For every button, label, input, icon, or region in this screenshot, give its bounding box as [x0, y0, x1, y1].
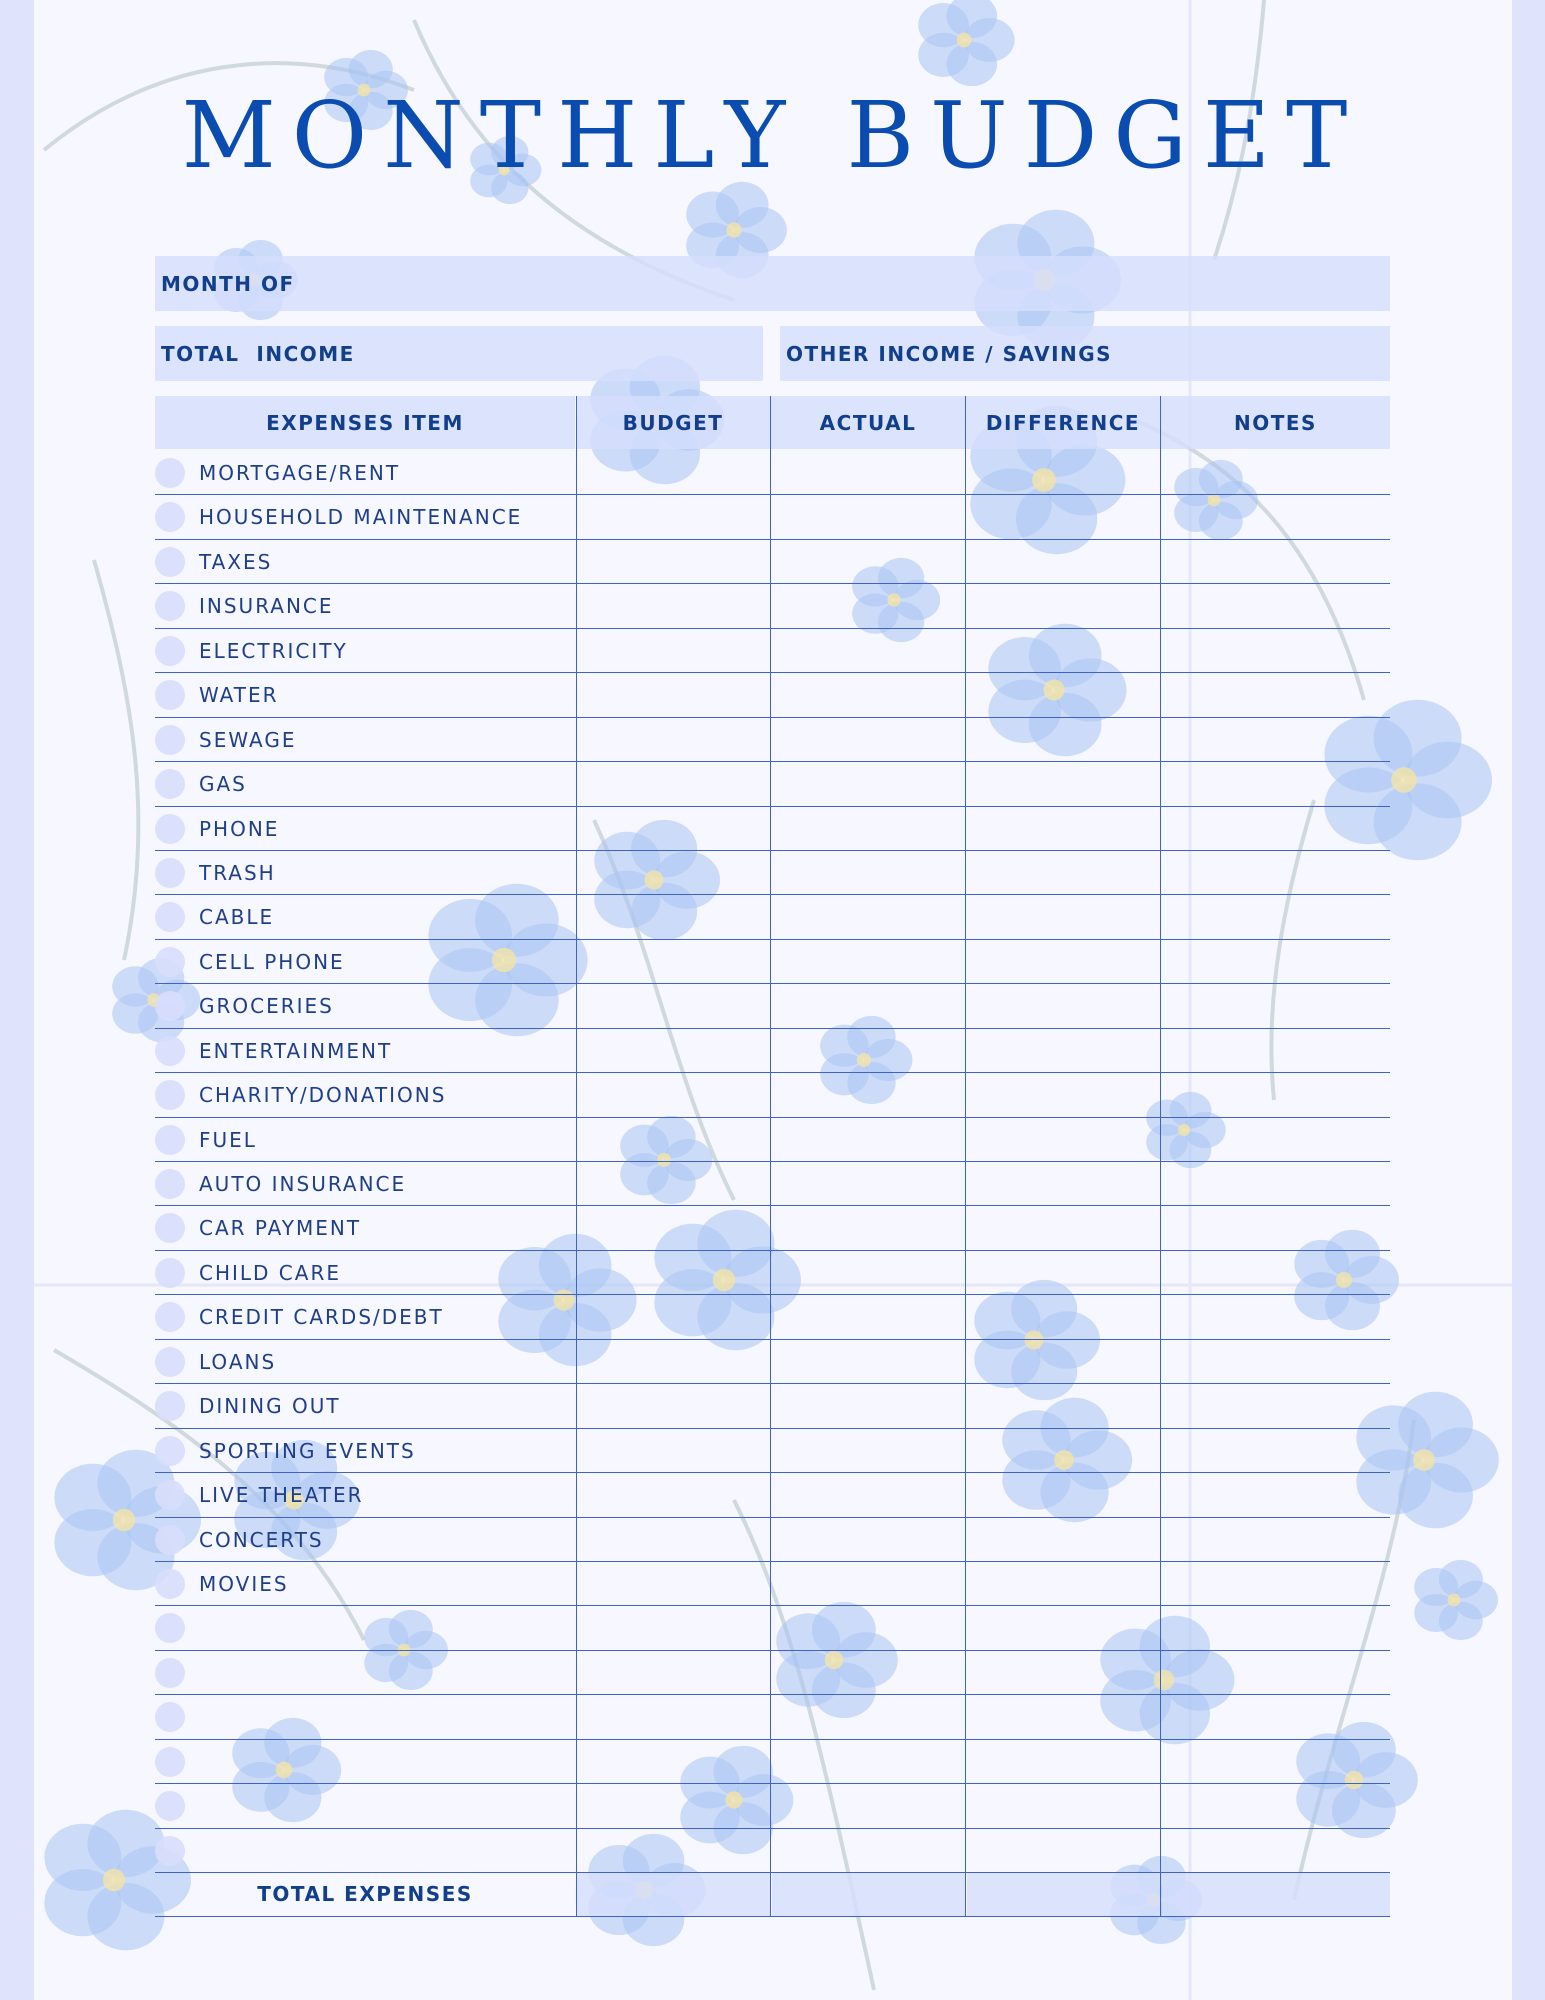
flower-decoration	[918, 0, 1014, 86]
expense-item-label: LOANS	[199, 1349, 277, 1374]
row-bullet	[155, 1080, 185, 1110]
month-of-label: MONTH OF	[161, 271, 295, 296]
expense-item-label: PHONE	[199, 816, 280, 841]
flower-decoration	[498, 1234, 636, 1366]
row-rule	[155, 761, 1390, 762]
flower-decoration	[1414, 1560, 1498, 1640]
flower-decoration	[54, 1450, 201, 1590]
row-rule	[155, 1650, 1390, 1651]
other-income-label: OTHER INCOME / SAVINGS	[786, 341, 1113, 366]
other-income-field[interactable]	[780, 326, 1390, 381]
expense-item-label: CHILD CARE	[199, 1260, 341, 1285]
row-rule	[155, 1694, 1390, 1695]
row-rule	[155, 1605, 1390, 1606]
column-divider	[965, 396, 966, 1917]
expense-item-label: CAR PAYMENT	[199, 1216, 362, 1241]
column-header-difference: DIFFERENCE	[966, 396, 1160, 449]
expense-item-label: HOUSEHOLD MAINTENANCE	[199, 505, 523, 530]
row-rule	[155, 1339, 1390, 1340]
row-rule	[155, 983, 1390, 984]
total-notes-cell[interactable]	[1162, 1873, 1390, 1916]
flower-decoration	[1100, 1616, 1234, 1744]
row-bullet	[155, 1658, 185, 1688]
row-bullet	[155, 1836, 185, 1866]
column-header-expenses-item: EXPENSES ITEM	[155, 396, 575, 449]
column-divider	[770, 396, 771, 1917]
total-income-label: TOTAL INCOME	[161, 341, 355, 366]
row-bullet	[155, 636, 185, 666]
expense-item-label: ELECTRICITY	[199, 638, 348, 663]
total-expenses-label: TOTAL EXPENSES	[257, 1882, 473, 1906]
expense-item-label: INSURANCE	[199, 594, 334, 619]
page-title: MONTHLY BUDGET	[181, 82, 1364, 189]
row-bullet	[155, 1036, 185, 1066]
row-rule	[155, 672, 1390, 673]
flower-decoration	[1174, 460, 1258, 540]
flower-decoration	[1356, 1392, 1498, 1528]
expense-item-label: SPORTING EVENTS	[199, 1438, 416, 1463]
flower-decoration	[680, 1746, 793, 1854]
flower-decoration	[1146, 1092, 1226, 1168]
expense-item-label: ENTERTAINMENT	[199, 1038, 393, 1063]
expense-item-label: FUEL	[199, 1127, 257, 1152]
row-rule	[155, 806, 1390, 807]
expense-item-label: MOVIES	[199, 1572, 289, 1596]
row-rule	[155, 894, 1390, 895]
flower-decoration	[988, 624, 1126, 756]
column-header-notes: NOTES	[1161, 396, 1390, 449]
expense-item-label: SEWAGE	[199, 727, 297, 752]
row-bullet	[155, 1525, 185, 1555]
column-header-budget: BUDGET	[576, 396, 770, 449]
month-of-field[interactable]	[155, 256, 1390, 311]
flower-decoration	[594, 820, 720, 940]
expense-item-label: DINING OUT	[199, 1394, 341, 1419]
row-bullet	[155, 1747, 185, 1777]
expense-item-label: AUTO INSURANCE	[199, 1172, 407, 1197]
row-rule	[155, 1117, 1390, 1118]
total-budget-cell[interactable]	[577, 1873, 770, 1916]
expense-item-label: TAXES	[199, 549, 273, 574]
row-bullet	[155, 725, 185, 755]
table-bottom-rule	[155, 1916, 1390, 1917]
column-divider	[576, 396, 577, 1917]
row-rule	[155, 1517, 1390, 1518]
expense-item-label: WATER	[199, 683, 279, 708]
column-header-actual: ACTUAL	[771, 396, 965, 449]
column-divider	[1160, 396, 1161, 1917]
total-difference-cell[interactable]	[967, 1873, 1160, 1916]
row-rule	[155, 539, 1390, 540]
row-rule	[155, 717, 1390, 718]
row-bullet	[155, 680, 185, 710]
flower-decoration	[1324, 700, 1492, 860]
expense-item-label: CELL PHONE	[199, 949, 345, 974]
expense-item-label: CHARITY/DONATIONS	[199, 1083, 447, 1108]
row-bullet	[155, 1169, 185, 1199]
row-bullet	[155, 458, 185, 488]
flower-decoration	[232, 1718, 341, 1822]
expense-item-label: MORTGAGE/RENT	[199, 461, 401, 485]
flower-decoration	[620, 1116, 712, 1204]
row-bullet	[155, 1347, 185, 1377]
flower-decoration	[776, 1602, 898, 1718]
row-bullet	[155, 1258, 185, 1288]
expense-item-label: LIVE THEATER	[199, 1483, 364, 1508]
row-bullet	[155, 1436, 185, 1466]
row-rule	[155, 850, 1390, 851]
row-bullet	[155, 858, 185, 888]
row-rule	[155, 1783, 1390, 1784]
row-rule	[155, 1561, 1390, 1562]
total-income-field[interactable]	[155, 326, 763, 381]
expense-item-label: TRASH	[199, 860, 276, 885]
row-bullet	[155, 769, 185, 799]
row-rule	[155, 1828, 1390, 1829]
row-rule	[155, 583, 1390, 584]
flower-decoration	[428, 884, 587, 1036]
row-bullet	[155, 1569, 185, 1599]
row-bullet	[155, 1791, 185, 1821]
row-bullet	[155, 1125, 185, 1155]
flower-decoration	[654, 1210, 801, 1350]
flower-decoration	[852, 558, 940, 642]
flower-decoration	[1294, 1230, 1399, 1330]
flower-decoration	[1002, 1398, 1132, 1522]
expense-item-label: GAS	[199, 772, 247, 797]
total-actual-cell[interactable]	[772, 1873, 965, 1916]
expense-item-label: CREDIT CARDS/DEBT	[199, 1305, 444, 1330]
expense-item-label: GROCERIES	[199, 994, 334, 1019]
row-bullet	[155, 814, 185, 844]
row-bullet	[155, 547, 185, 577]
flower-decoration	[820, 1016, 912, 1104]
row-rule	[155, 1739, 1390, 1740]
expense-item-label: CONCERTS	[199, 1527, 324, 1552]
row-bullet	[155, 1480, 185, 1510]
row-bullet	[155, 947, 185, 977]
expense-item-label: CABLE	[199, 905, 275, 930]
flower-decoration	[974, 1280, 1100, 1400]
